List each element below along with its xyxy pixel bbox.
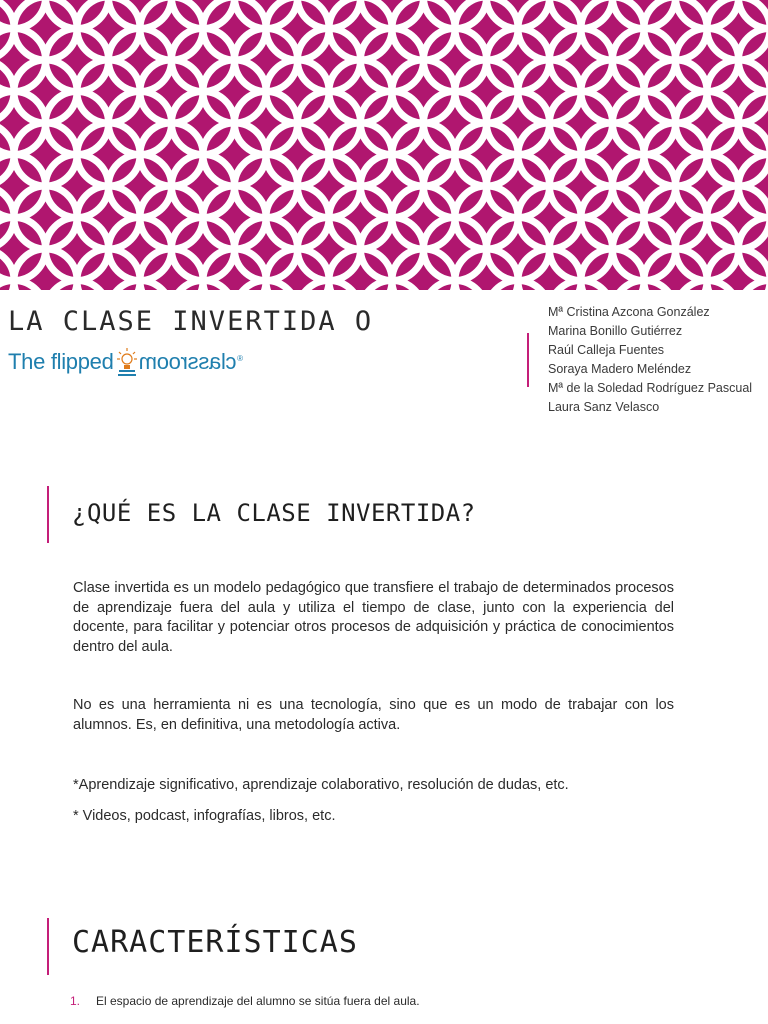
- features-list: [70, 990, 420, 1012]
- author-item: Marina Bonillo Gutiérrez: [548, 324, 683, 338]
- flipped-classroom-logo: [8, 346, 243, 378]
- list-item: [70, 990, 420, 1012]
- author-item: Mª de la Soledad Rodríguez Pascual: [548, 381, 753, 395]
- section-heading-que-es: ¿QUÉ ES LA CLASE INVERTIDA?: [72, 499, 476, 527]
- author-item: Laura Sanz Velasco: [548, 400, 660, 414]
- decorative-pattern-banner: [0, 0, 768, 290]
- author-item: Mª Cristina Azcona González: [548, 305, 710, 319]
- section-heading-caracteristicas: CARACTERÍSTICAS: [72, 925, 358, 960]
- author-item: Soraya Madero Meléndez: [548, 362, 692, 376]
- authors-list: [548, 303, 752, 417]
- footnote-learning: *Aprendizaje significativo, aprendizaje colaborativo, resolución de dudas, etc.: [73, 777, 569, 793]
- lightbulb-icon: [116, 347, 138, 377]
- methodology-paragraph: No es una herramienta ni es una tecnología, sino que es un modo de trabajar con los alumnos. Es, en definitiva, una metodología activa.: [73, 697, 674, 733]
- section-accent-bar: [47, 486, 49, 543]
- logo-text-classroom-mirrored: classroom: [138, 349, 237, 374]
- authors-accent-bar: [527, 333, 529, 387]
- page-title: LA CLASE INVERTIDA O: [8, 306, 374, 337]
- author-item: Raúl Calleja Fuentes: [548, 343, 665, 357]
- footnote-resources: * Videos, podcast, infografías, libros, etc.: [73, 808, 336, 824]
- section-accent-bar: [47, 918, 49, 975]
- definition-paragraph: Clase invertida es un modelo pedagógico que transfiere el trabajo de determinados procesos de aprendizaje fuera del aula y utiliza el tiempo de clase, junto con la experiencia del docente, para facilitar y potenciar otros procesos de adquisición y práctica de conocimientos dentro del aula.: [73, 580, 674, 655]
- registered-mark: ®: [237, 354, 244, 363]
- list-item-number: 1.: [70, 994, 81, 1008]
- list-item-text: El espacio de aprendizaje del alumno se sitúa fuera del aula.: [96, 994, 420, 1008]
- logo-text-flipped: The flipped: [8, 349, 114, 374]
